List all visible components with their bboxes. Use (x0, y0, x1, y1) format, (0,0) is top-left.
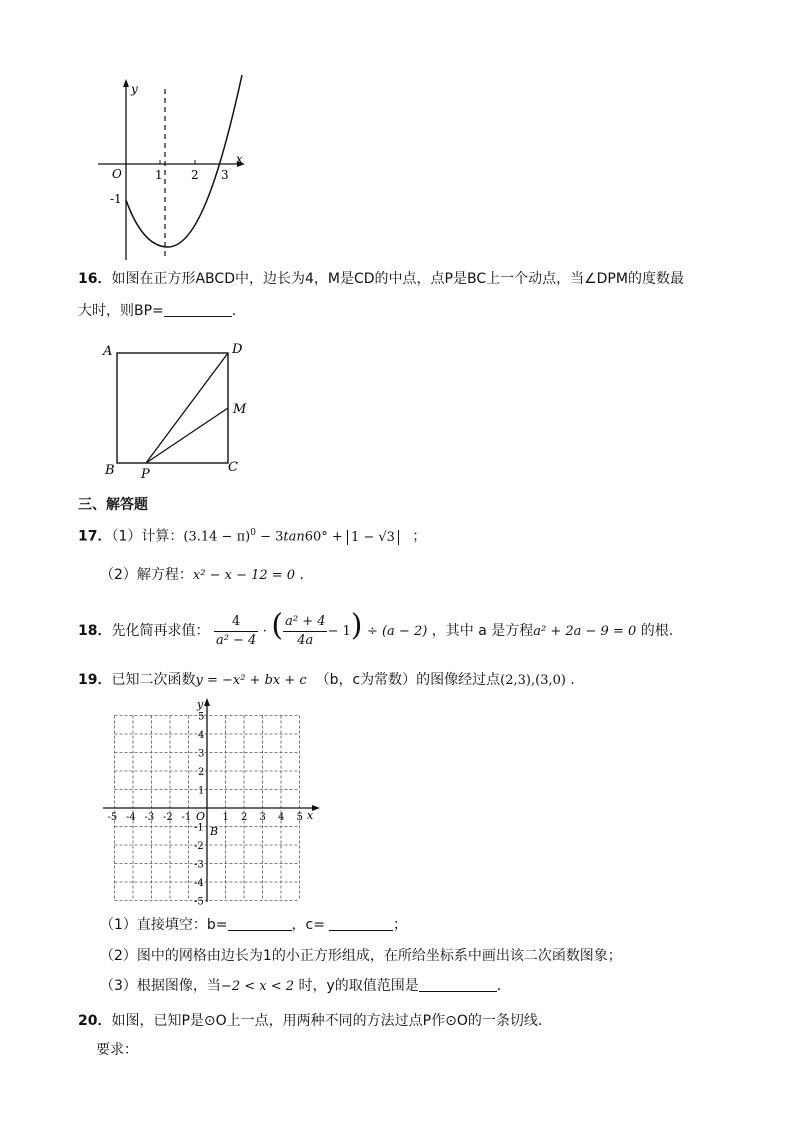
q19-blank-c[interactable] (329, 916, 393, 931)
q19-text-b: （b，c为常数）的图像经过点 (315, 672, 501, 688)
label-m: M (233, 402, 247, 417)
q16-line2 (78, 302, 236, 320)
q17-expr-b: − 3 (255, 529, 284, 545)
q17-part2-end: . (299, 567, 304, 583)
q19-p3-label: （3）根据图像，当 (100, 978, 221, 994)
grid-y-tick-label: 3 (198, 748, 205, 760)
label-b: B (105, 463, 115, 478)
q18-equation: a² + 2a − 9 = 0 (533, 624, 637, 639)
grid-y-axis-label: y (197, 698, 204, 711)
q16-line1 (78, 270, 684, 288)
q20-requirement: 要求： (96, 1042, 138, 1058)
grid-x-tick-label: 4 (278, 812, 285, 823)
q19-blank-b[interactable] (228, 916, 292, 931)
grid-x-tick-label: -5 (107, 812, 118, 823)
q19-function: y = −x² + bx + c (195, 673, 307, 688)
y-intercept-label: -1 (110, 192, 122, 206)
q17-exponent: 0 (250, 528, 256, 538)
grid-x-tick-label: 5 (296, 812, 303, 823)
q17-part1-end: ； (412, 528, 427, 545)
grid-x-tick-label: 2 (241, 812, 248, 823)
q17-abs-value: 1 − √3 (347, 530, 399, 545)
grid-y-tick-label: -5 (194, 896, 204, 907)
grid-x-axis-label: x (307, 809, 314, 822)
q19-part1 (100, 916, 407, 934)
grid-y-axis-arrow (204, 698, 210, 706)
grid-x-tick-label: -1 (181, 812, 192, 823)
grid-y-tick-label: 5 (198, 711, 205, 723)
q18-division: ÷ (a − 2) (366, 624, 428, 639)
q18-fraction-1 (214, 613, 258, 650)
square-figure (95, 338, 255, 483)
section-title: 三、解答题 (78, 497, 148, 513)
q17-tan: tan (283, 529, 305, 545)
tick-label-2: 2 (191, 168, 199, 182)
segment-pm (146, 408, 228, 463)
q17-expr-a: (3.14 − π) (183, 529, 251, 545)
tick-label-3: 3 (221, 168, 229, 182)
q17-equation: x² − x − 12 = 0 (192, 568, 296, 583)
grid-x-tick-label: -2 (163, 812, 173, 823)
grid-y-tick-label: -1 (194, 822, 204, 834)
q18-label: 先化简再求值： (111, 623, 210, 639)
q18-line: 18．先化简再求值： $\frac{4}{\text{a² − 4}}$ · ( $\frac{\text{a² + 4}}{4a}$ − 1) ÷ (a − 2) ，其中 a 是方程a² + 2a − 9 = 0 的根. (78, 608, 674, 648)
grid-x-tick-label: 1 (222, 812, 229, 823)
grid-b-label: B (210, 825, 219, 838)
q18-fraction-2 (283, 613, 327, 650)
q20-line (78, 1012, 542, 1030)
q16-answer-blank[interactable] (164, 302, 232, 317)
q17-line1 (78, 524, 426, 547)
q19-p1-label-c: ，c= (291, 917, 325, 933)
grid-x-tick-label: 3 (259, 812, 266, 823)
q19-part2: （2）图中的网格由边长为1的小正方形组成，在所给坐标系中画出该二次函数图象； (100, 948, 622, 964)
segment-pd (146, 353, 228, 463)
tick-label-1: 1 (155, 168, 163, 182)
grid-x-tick-label: -4 (126, 812, 136, 823)
q19-p1-label-b: （1）直接填空：b= (100, 917, 228, 933)
q19-points: (2,3),(3,0) (500, 673, 566, 688)
q17-part2-label: （2）解方程： (100, 567, 193, 583)
square-abcd (117, 353, 228, 463)
q18-frac2-denominator: 4a (297, 632, 314, 648)
q17-part1-label: （1）计算： (111, 528, 184, 545)
q19-number: 19． (78, 672, 112, 688)
parabola-figure (90, 75, 260, 265)
q16-text-end: . (231, 303, 237, 319)
grid-x-tick-label: -3 (144, 812, 155, 823)
q19-p1-end: ； (392, 917, 407, 933)
q20-number: 20． (78, 1013, 112, 1029)
grid-origin-label: O (196, 810, 206, 823)
x-axis-label: x (236, 152, 243, 166)
origin-label: O (112, 167, 122, 181)
q19-p3-end: . (496, 978, 502, 994)
q18-end: 的根. (640, 623, 674, 639)
q17-line2 (100, 566, 304, 585)
coordinate-grid[interactable] (100, 697, 325, 907)
q19-text-end: . (570, 672, 575, 688)
q16-text-line2: 大时，则BP= (78, 303, 164, 319)
grid-y-tick-label: -2 (194, 841, 204, 852)
grid-y-tick-label: -3 (194, 859, 204, 871)
q19-blank-range[interactable] (419, 977, 497, 992)
q17-expr-c: 60° + (304, 529, 347, 545)
q19-p3-inequality: −2 < x < 2 (220, 979, 295, 994)
grid-y-tick-label: 1 (198, 785, 205, 797)
label-d: D (232, 342, 243, 357)
parabola-curve (126, 75, 242, 247)
q18-dot: · (262, 624, 267, 639)
q18-number: 18． (78, 623, 112, 639)
q20-text: 如图，已知P是⊙O上一点，用两种不同的方法过点P作⊙O的一条切线. (111, 1013, 543, 1029)
grid-y-tick-label: 2 (198, 767, 205, 778)
grid-y-tick-label: 4 (198, 730, 205, 741)
q16-number: 16． (78, 271, 112, 287)
q19-part3 (100, 977, 501, 996)
q19-line (78, 671, 575, 690)
q19-p3-text: 时，y的取值范围是 (298, 978, 419, 994)
q16-text-line1: 如图在正方形ABCD中，边长为4，M是CD的中点，点P是BC上一个动点，当∠DPM的度数最 (111, 271, 684, 287)
grid-y-tick-label: -4 (194, 878, 204, 889)
y-axis-label: y (131, 82, 138, 96)
label-a: A (103, 344, 113, 359)
q18-frac1-denominator: a² − 4 (215, 632, 257, 648)
q18-frac2-numerator: a² + 4 (283, 613, 327, 632)
label-c: C (228, 460, 238, 475)
q18-condition: ，其中 a 是方程 (431, 623, 534, 639)
q17-number: 17． (78, 528, 112, 545)
q19-text-a: 已知二次函数 (111, 672, 196, 688)
q18-frac1-numerator: 4 (214, 613, 258, 632)
q18-minus-one: − 1 (327, 624, 351, 639)
label-p: P (141, 467, 150, 482)
y-axis-arrow (123, 79, 129, 87)
